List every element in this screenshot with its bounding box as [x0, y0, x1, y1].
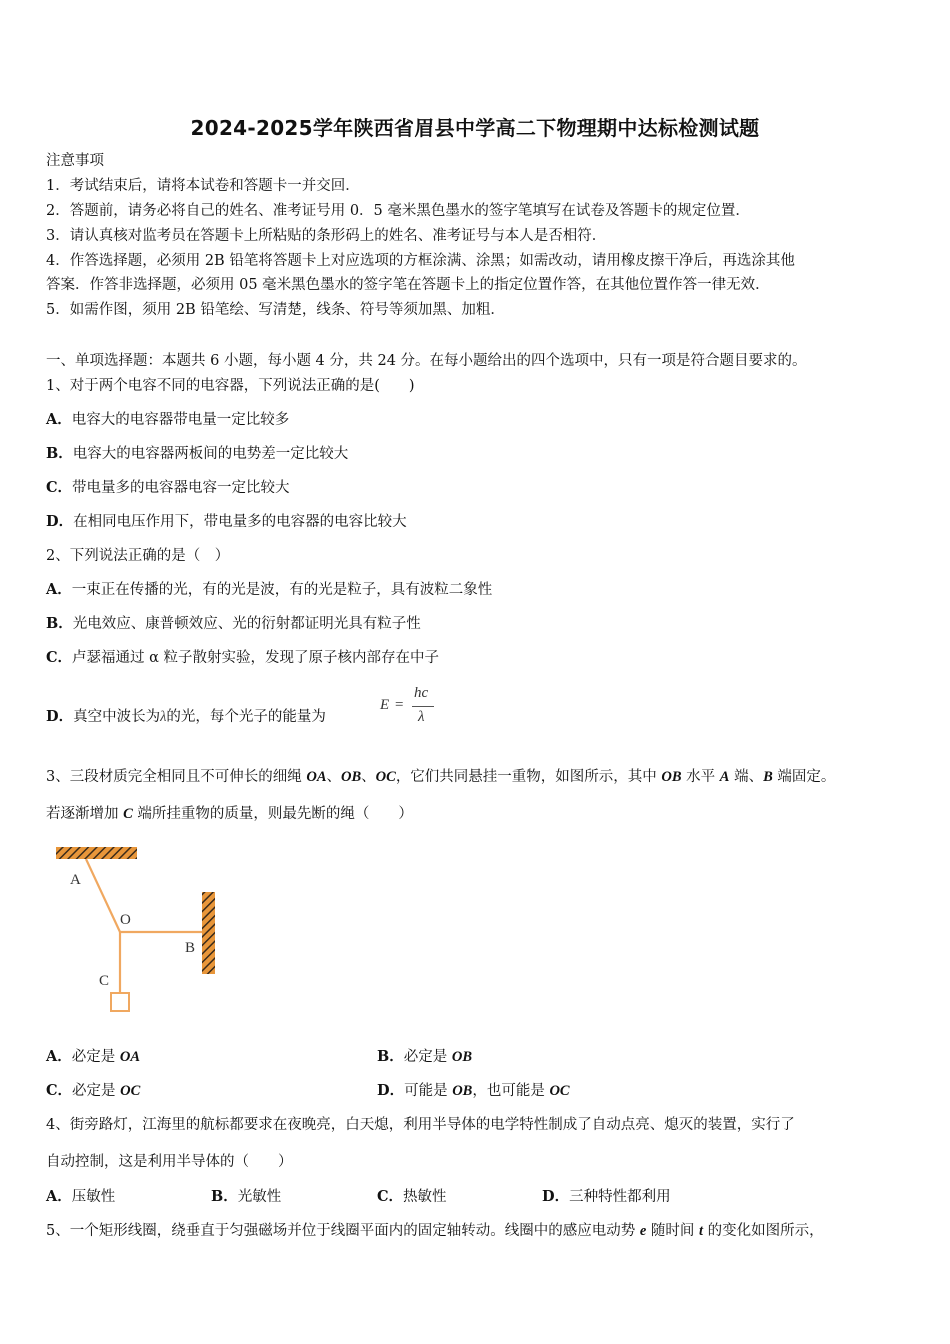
stem-text: 3、三段材质完全相同且不可伸长的细绳	[46, 769, 307, 785]
option-text: 一束正在传播的光，有的光是波，有的光是粒子，具有波粒二象性	[71, 582, 493, 598]
stem-text: 端固定。	[772, 769, 836, 785]
option-text: 的光，每个光子的能量为	[166, 709, 326, 725]
q3-stem-line1	[46, 767, 835, 787]
q2-option-d	[46, 707, 326, 727]
q3-option-b	[377, 1047, 472, 1067]
var-oa: OA	[119, 1049, 141, 1065]
var-b: B	[763, 769, 773, 785]
stem-text: 随时间	[646, 1223, 699, 1239]
var-oc: OC	[120, 1083, 141, 1099]
notice-item: 答案．作答非选择题，必须用 05 毫米黑色墨水的签字笔在答题卡上的指定位置作答，在其他位置作答一律无效．	[46, 277, 770, 293]
option-text: 真空中波长为	[73, 709, 161, 725]
var-oc: OC	[549, 1083, 570, 1099]
option-letter: B．	[46, 445, 73, 462]
notice-item: 4．作答选择题，必须用 2B 铅笔将答题卡上对应选项的方框涂满、涂黑；如需改动，请用橡皮擦干净后，再选涂其他	[46, 253, 795, 269]
label-c: C	[99, 973, 110, 989]
stem-text: 端、	[729, 769, 764, 785]
stem-text: 、	[326, 769, 341, 785]
option-letter: B．	[377, 1048, 404, 1065]
var-t: t	[699, 1223, 704, 1239]
option-text: 卢瑟福通过 α 粒子散射实验，发现了原子核内部存在中子	[72, 650, 440, 666]
q1-option-a	[46, 410, 289, 430]
q2-option-a	[46, 580, 492, 600]
q4-option-d	[542, 1187, 671, 1207]
q4-option-b	[211, 1187, 281, 1207]
option-letter: A．	[46, 411, 72, 428]
option-text: 光电效应、康普顿效应、光的衍射都证明光具有粒子性	[72, 616, 421, 632]
option-letter: B．	[46, 615, 73, 632]
section-heading: 一、单项选择题：本题共 6 小题，每小题 4 分，共 24 分。在每小题给出的四个选项中，只有一项是符合题目要求的。	[46, 353, 807, 369]
option-letter: C．	[46, 1082, 73, 1099]
stem-text: 、	[361, 769, 376, 785]
stem-text: ，它们共同悬挂一重物，如图所示，其中	[395, 769, 662, 785]
option-text: 三种特性都利用	[569, 1189, 671, 1205]
option-letter: A．	[46, 1188, 72, 1205]
wall-support	[202, 892, 215, 974]
option-letter: A．	[46, 1048, 72, 1065]
q1-option-d	[46, 512, 407, 532]
var-ob: OB	[451, 1049, 473, 1065]
option-letter: D．	[46, 708, 74, 725]
q2-option-b	[46, 614, 421, 634]
hanging-weight	[111, 993, 129, 1011]
option-text: 电容大的电容器两板间的电势差一定比较大	[72, 446, 349, 462]
rope-oa	[86, 859, 120, 932]
var-a: A	[719, 769, 730, 785]
q4-option-a	[46, 1187, 115, 1207]
photon-energy-formula	[380, 683, 440, 731]
label-b: B	[185, 940, 196, 956]
var-ob: OB	[341, 769, 362, 785]
notice-item: 2．答题前，请务必将自己的姓名、准考证号用 0．5 毫米黑色墨水的签字笔填写在试卷及答题卡的规定位置．	[46, 203, 750, 219]
option-text: 可能是	[404, 1083, 453, 1099]
rope-diagram	[50, 842, 230, 1020]
notice-item: 5．如需作图，须用 2B 铅笔绘、写清楚，线条、符号等须加黑、加粗．	[46, 302, 505, 318]
exam-title: 2024-2025学年陕西省眉县中学高二下物理期中达标检测试题	[190, 116, 760, 140]
option-text: 热敏性	[403, 1189, 447, 1205]
notice-item: 1．考试结束后，请将本试卷和答题卡一并交回．	[46, 178, 360, 194]
q1-option-b	[46, 444, 348, 464]
var-ob: OB	[661, 769, 682, 785]
notice-heading: 注意事项	[46, 153, 104, 169]
option-letter: B．	[211, 1188, 238, 1205]
option-letter: C．	[377, 1188, 404, 1205]
option-text: 压敏性	[71, 1189, 116, 1205]
option-text: 带电量多的电容器电容一定比较大	[72, 480, 290, 496]
var-e: e	[639, 1223, 647, 1239]
option-text: 在相同电压作用下，带电量多的电容器的电容比较大	[73, 514, 407, 530]
notice-item: 3．请认真核对监考员在答题卡上所粘贴的条形码上的姓名、准考证号与本人是否相符．	[46, 228, 607, 244]
option-text: ，也可能是	[472, 1083, 550, 1099]
q3-stem-line2	[46, 804, 413, 824]
ceiling-support	[56, 847, 137, 859]
stem-text: 水平	[681, 769, 720, 785]
option-text: 电容大的电容器带电量一定比较多	[71, 412, 290, 428]
q3-option-c	[46, 1081, 140, 1101]
q2-stem: 2、下列说法正确的是（ ）	[46, 548, 230, 564]
q4-stem-line2: 自动控制，这是利用半导体的（ ）	[46, 1154, 293, 1170]
q2-option-c	[46, 648, 439, 668]
option-letter: A．	[46, 581, 72, 598]
q3-option-a	[46, 1047, 140, 1067]
q4-option-c	[377, 1187, 447, 1207]
q4-stem-line1: 4、街旁路灯，江海里的航标都要求在夜晚亮，白天熄，利用半导体的电学特性制成了自动点亮、熄灭的装置，实行了	[46, 1117, 795, 1133]
label-o: O	[120, 912, 131, 928]
stem-text: 5、一个矩形线圈，绕垂直于匀强磁场并位于线圈平面内的固定轴转动。线圈中的感应电动势	[46, 1223, 640, 1239]
stem-text: 若逐渐增加	[46, 806, 124, 822]
option-text: 必定是	[71, 1049, 120, 1065]
var-c: C	[123, 806, 133, 822]
var-oc: OC	[375, 769, 396, 785]
option-text: 必定是	[403, 1049, 452, 1065]
var-oa: OA	[306, 769, 327, 785]
q5-stem	[46, 1221, 824, 1241]
stem-text: 的变化如图所示，	[703, 1223, 824, 1239]
q1-option-c	[46, 478, 290, 498]
q1-stem: 1、对于两个电容不同的电容器，下列说法正确的是( )	[46, 378, 415, 394]
q3-option-d	[377, 1081, 570, 1101]
option-letter: D．	[542, 1188, 570, 1205]
stem-text: 端所挂重物的质量，则最先断的绳（ ）	[132, 806, 413, 822]
var-ob: OB	[452, 1083, 473, 1099]
option-letter: D．	[46, 513, 74, 530]
fraction-bar	[412, 706, 434, 707]
lambda-symbol: λ	[160, 709, 167, 725]
option-text: 光敏性	[237, 1189, 282, 1205]
option-letter: C．	[46, 479, 73, 496]
formula-lhs: E	[380, 697, 390, 713]
option-letter: D．	[377, 1082, 405, 1099]
option-text: 必定是	[72, 1083, 121, 1099]
formula-denominator: λ	[418, 709, 425, 725]
formula-numerator: hc	[414, 685, 429, 701]
formula-equals: =	[395, 697, 404, 713]
option-letter: C．	[46, 649, 73, 666]
label-a: A	[70, 872, 81, 888]
